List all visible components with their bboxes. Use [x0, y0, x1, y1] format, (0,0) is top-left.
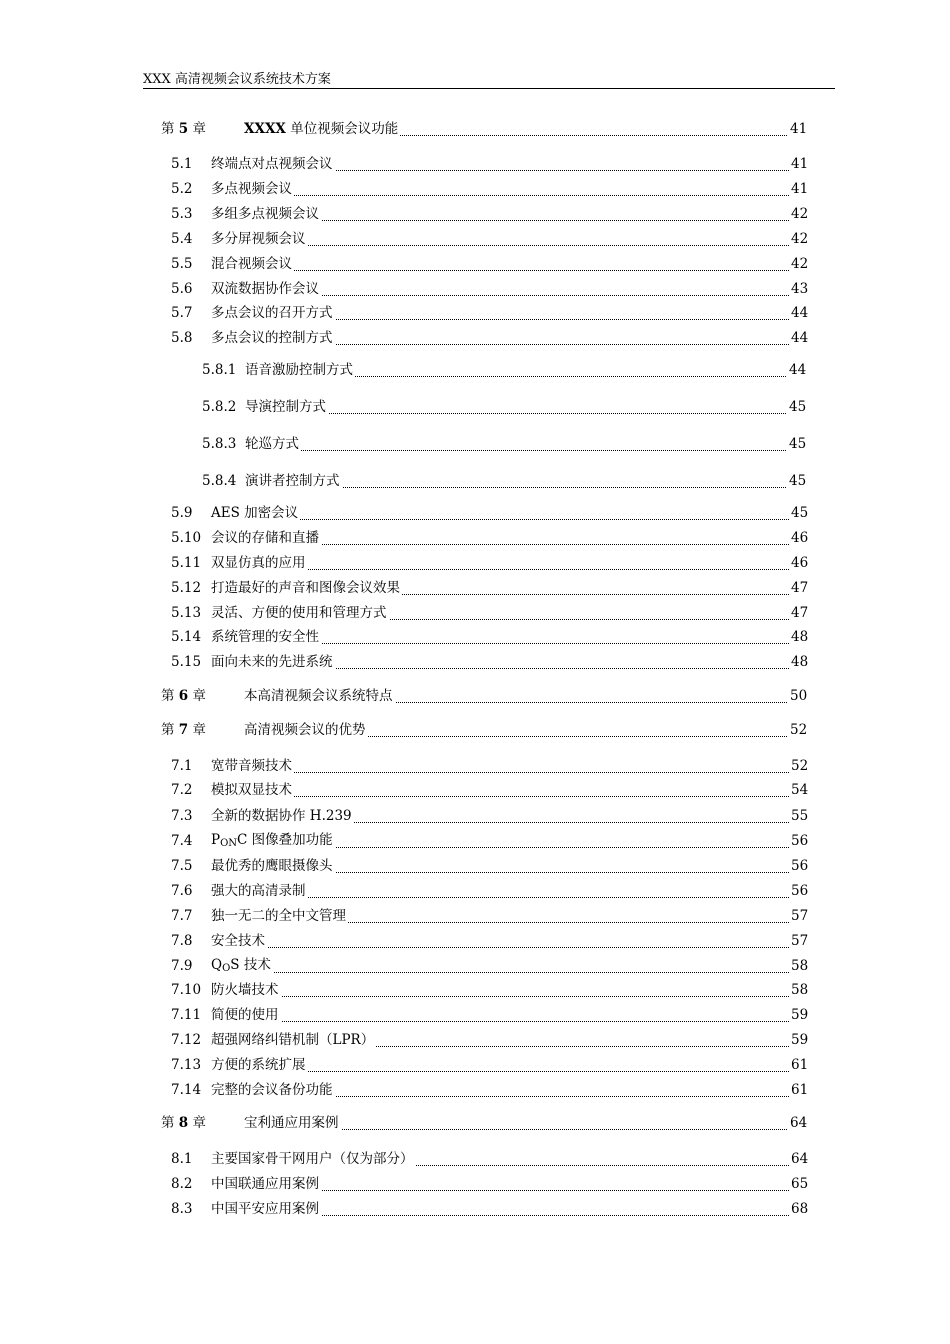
- toc-section-entry[interactable]: [0, 228, 950, 250]
- toc-page-number: 41: [791, 181, 809, 197]
- toc-page-number: 56: [791, 883, 809, 899]
- toc-title: 混合视频会议: [211, 252, 294, 272]
- toc-subsection-entry[interactable]: [0, 470, 950, 492]
- toc-page-number: 45: [789, 473, 807, 489]
- toc-page-number: 48: [791, 654, 809, 670]
- toc-number: 8.3: [171, 1201, 193, 1217]
- toc-title: [244, 117, 400, 137]
- toc-number: 7.13: [171, 1057, 202, 1073]
- toc-title: 中国平安应用案例: [211, 1197, 321, 1217]
- title-subscript: O: [222, 963, 231, 974]
- toc-title: 多分屏视频会议: [211, 227, 308, 247]
- toc-number: 7.14: [171, 1082, 202, 1098]
- toc-section-entry[interactable]: [0, 626, 950, 648]
- toc-title: 安全技术: [211, 929, 267, 949]
- toc-section-entry[interactable]: [0, 1198, 950, 1220]
- toc-number: 5.8.3: [202, 436, 237, 452]
- toc-title: 多点会议的召开方式: [211, 301, 335, 321]
- toc-section-entry[interactable]: [0, 602, 950, 624]
- toc-leader-dots: [211, 996, 789, 997]
- toc-number: 7.4: [171, 833, 193, 849]
- toc-number: 5.8.1: [202, 362, 237, 378]
- title-subscript: ON: [220, 838, 238, 849]
- toc-number: 5.9: [171, 505, 193, 521]
- toc-page-number: 46: [791, 530, 809, 546]
- toc-number: 5.8.2: [202, 399, 237, 415]
- toc-title: 完整的会议备份功能: [211, 1078, 335, 1098]
- toc-title: 多组多点视频会议: [211, 202, 321, 222]
- toc-title: 双显仿真的应用: [211, 551, 308, 571]
- toc-title: 全新的数据协作 H.239: [211, 804, 354, 824]
- toc-section-entry[interactable]: [0, 502, 950, 524]
- chapter-number: 5: [178, 121, 189, 137]
- toc-number: 5.11: [171, 555, 202, 571]
- toc-section-entry[interactable]: [0, 253, 950, 275]
- toc-section-entry[interactable]: [0, 178, 950, 200]
- toc-title: 语音激励控制方式: [245, 358, 355, 378]
- toc-title: 超强网络纠错机制（LPR）: [211, 1028, 376, 1048]
- toc-page-number: 55: [791, 808, 809, 824]
- toc-title: 双流数据协作会议: [211, 277, 321, 297]
- toc-title: 简便的使用: [211, 1003, 281, 1023]
- toc-title: 宝利通应用案例: [244, 1111, 341, 1131]
- toc-number: 7.11: [171, 1007, 202, 1023]
- toc-number: 7.10: [171, 982, 202, 998]
- toc-title: 灵活、方便的使用和管理方式: [211, 601, 389, 621]
- toc-section-entry[interactable]: [0, 1079, 950, 1101]
- chapter-number: 6: [178, 688, 189, 704]
- header-title: XXX 高清视频会议系统技术方案: [143, 72, 331, 87]
- toc-section-entry[interactable]: [0, 1004, 950, 1026]
- toc-title: 终端点对点视频会议: [211, 152, 335, 172]
- title-part: S 技术: [230, 957, 271, 973]
- toc-title: [211, 828, 335, 849]
- toc-number: 8.2: [171, 1176, 193, 1192]
- chapter-suffix: 章: [188, 688, 206, 704]
- chapter-prefix: 第: [161, 688, 179, 704]
- toc-section-entry[interactable]: [0, 830, 950, 852]
- toc-title: [211, 953, 273, 974]
- toc-title: 演讲者控制方式: [245, 469, 342, 489]
- toc-title: 轮巡方式: [245, 432, 301, 452]
- toc-title: 会议的存储和直播: [211, 526, 321, 546]
- toc-title: 中国联通应用案例: [211, 1172, 321, 1192]
- toc-number: 8.1: [171, 1151, 193, 1167]
- toc-section-entry[interactable]: [0, 855, 950, 877]
- toc-title: 打造最好的声音和图像会议效果: [211, 576, 402, 596]
- toc-number: 7.1: [171, 758, 193, 774]
- toc-leader-dots: [211, 270, 789, 271]
- toc-subsection-entry[interactable]: [0, 359, 950, 381]
- toc-page-number: 57: [791, 908, 809, 924]
- chapter-number: 7: [178, 722, 189, 738]
- toc-page-number: 45: [789, 436, 807, 452]
- toc-section-entry[interactable]: [0, 979, 950, 1001]
- toc-number: 7.12: [171, 1032, 202, 1048]
- toc-number: 7.9: [171, 958, 193, 974]
- toc-number: 5.3: [171, 206, 193, 222]
- toc-section-entry[interactable]: [0, 1173, 950, 1195]
- toc-chapter-entry[interactable]: [0, 118, 950, 140]
- toc-section-entry[interactable]: [0, 880, 950, 902]
- toc-page-number: 42: [791, 256, 809, 272]
- toc-page-number: 54: [791, 782, 809, 798]
- toc-section-entry[interactable]: [0, 302, 950, 324]
- toc-page-number: 68: [791, 1201, 809, 1217]
- toc-number: 5.14: [171, 629, 202, 645]
- toc-number: 7.5: [171, 858, 193, 874]
- toc-title: 面向未来的先进系统: [211, 650, 335, 670]
- toc-title: 主要国家骨干网用户（仅为部分）: [211, 1147, 416, 1167]
- toc-title: 模拟双显技术: [211, 778, 294, 798]
- toc-chapter-entry[interactable]: [0, 685, 950, 707]
- chapter-number: 8: [178, 1115, 189, 1131]
- toc-page-number: 57: [791, 933, 809, 949]
- toc-number: 7.8: [171, 933, 193, 949]
- toc-page-number: 41: [790, 121, 808, 137]
- toc-title: 最优秀的鹰眼摄像头: [211, 854, 335, 874]
- chapter-prefix: 第: [161, 722, 179, 738]
- toc-section-entry[interactable]: [0, 552, 950, 574]
- toc-number: 5.13: [171, 605, 202, 621]
- toc-page-number: 48: [791, 629, 809, 645]
- toc-page-number: 45: [791, 505, 809, 521]
- toc-number: 7.7: [171, 908, 193, 924]
- toc-title: 强大的高清录制: [211, 879, 308, 899]
- toc-section-entry[interactable]: [0, 327, 950, 349]
- toc-chapter-entry[interactable]: [0, 719, 950, 741]
- toc-leader-dots: [211, 796, 789, 797]
- toc-title: 高清视频会议的优势: [244, 718, 368, 738]
- toc-title: 独一无二的全中文管理: [211, 904, 348, 924]
- toc-title: 宽带音频技术: [211, 754, 294, 774]
- toc-title: 方便的系统扩展: [211, 1053, 308, 1073]
- page-header: [143, 72, 835, 89]
- toc-page-number: 56: [791, 833, 809, 849]
- toc-number: 7.2: [171, 782, 193, 798]
- title-part: Q: [211, 957, 223, 973]
- toc-number: 5.5: [171, 256, 193, 272]
- toc-number: [161, 117, 206, 137]
- toc-section-entry[interactable]: [0, 755, 950, 777]
- toc-page-number: 45: [789, 399, 807, 415]
- toc-number: 5.15: [171, 654, 202, 670]
- toc-section-entry[interactable]: [0, 955, 950, 977]
- toc-number: 5.6: [171, 281, 193, 297]
- toc-number: [161, 684, 206, 704]
- toc-leader-dots: [211, 972, 789, 973]
- toc-title: 多点会议的控制方式: [211, 326, 335, 346]
- chapter-suffix: 章: [188, 121, 206, 137]
- toc-number: 5.2: [171, 181, 193, 197]
- toc-number: 5.10: [171, 530, 202, 546]
- toc-number: 5.7: [171, 305, 193, 321]
- toc-subsection-entry[interactable]: [0, 396, 950, 418]
- toc-leader-dots: [245, 450, 786, 451]
- toc-page-number: 44: [791, 305, 809, 321]
- toc-section-entry[interactable]: [0, 203, 950, 225]
- toc-section-entry[interactable]: [0, 905, 950, 927]
- toc-page-number: 42: [791, 231, 809, 247]
- chapter-prefix: 第: [161, 121, 179, 137]
- toc-leader-dots: [211, 947, 789, 948]
- toc-page-number: 64: [790, 1115, 808, 1131]
- toc-page-number: 50: [790, 688, 808, 704]
- toc-page-number: 41: [791, 156, 809, 172]
- toc-page-number: 47: [791, 580, 809, 596]
- title-bold-prefix: XXXX: [244, 121, 286, 137]
- toc-page-number: 59: [791, 1032, 809, 1048]
- toc-title: 本高清视频会议系统特点: [244, 684, 395, 704]
- toc-number: 5.12: [171, 580, 202, 596]
- toc-number: 5.8.4: [202, 473, 237, 489]
- chapter-suffix: 章: [188, 1115, 206, 1131]
- toc-page-number: 46: [791, 555, 809, 571]
- toc-section-entry[interactable]: [0, 577, 950, 599]
- toc-section-entry[interactable]: [0, 1054, 950, 1076]
- toc-title: 导演控制方式: [245, 395, 328, 415]
- chapter-suffix: 章: [188, 722, 206, 738]
- toc-leader-dots: [211, 195, 789, 196]
- toc-page-number: 58: [791, 958, 809, 974]
- toc-page-number: 47: [791, 605, 809, 621]
- toc-section-entry[interactable]: [0, 527, 950, 549]
- toc-title: 系统管理的安全性: [211, 625, 321, 645]
- toc-chapter-entry[interactable]: [0, 1112, 950, 1134]
- toc-title: 防火墙技术: [211, 978, 281, 998]
- toc-title: 多点视频会议: [211, 177, 294, 197]
- toc-leader-dots: [211, 772, 789, 773]
- toc-page-number: 61: [791, 1082, 809, 1098]
- toc-page-number: 59: [791, 1007, 809, 1023]
- toc-number: [161, 1111, 206, 1131]
- toc-page-number: 44: [791, 330, 809, 346]
- toc-number: [161, 718, 206, 738]
- toc-page-number: 64: [791, 1151, 809, 1167]
- toc-section-entry[interactable]: [0, 779, 950, 801]
- toc-section-entry[interactable]: [0, 930, 950, 952]
- chapter-prefix: 第: [161, 1115, 179, 1131]
- toc-section-entry[interactable]: [0, 805, 950, 827]
- toc-number: 7.3: [171, 808, 193, 824]
- toc-number: 5.4: [171, 231, 193, 247]
- toc-leader-dots: [211, 1021, 789, 1022]
- title-rest: 单位视频会议功能: [285, 121, 399, 137]
- toc-page-number: 52: [791, 758, 809, 774]
- toc-page-number: 44: [789, 362, 807, 378]
- toc-title: AES 加密会议: [211, 501, 300, 521]
- toc-page-number: 52: [790, 722, 808, 738]
- toc-page-number: 56: [791, 858, 809, 874]
- toc-page-number: 43: [791, 281, 809, 297]
- toc-subsection-entry[interactable]: [0, 433, 950, 455]
- toc-section-entry[interactable]: [0, 278, 950, 300]
- toc-number: 5.1: [171, 156, 193, 172]
- toc-page-number: 42: [791, 206, 809, 222]
- toc-section-entry[interactable]: [0, 153, 950, 175]
- title-part: C 图像叠加功能: [237, 832, 333, 848]
- toc-number: 7.6: [171, 883, 193, 899]
- title-part: P: [211, 832, 221, 848]
- toc-page-number: 58: [791, 982, 809, 998]
- toc-page-number: 61: [791, 1057, 809, 1073]
- toc-section-entry[interactable]: [0, 651, 950, 673]
- toc-section-entry[interactable]: [0, 1029, 950, 1051]
- toc-section-entry[interactable]: [0, 1148, 950, 1170]
- toc-number: 5.8: [171, 330, 193, 346]
- toc-page-number: 65: [791, 1176, 809, 1192]
